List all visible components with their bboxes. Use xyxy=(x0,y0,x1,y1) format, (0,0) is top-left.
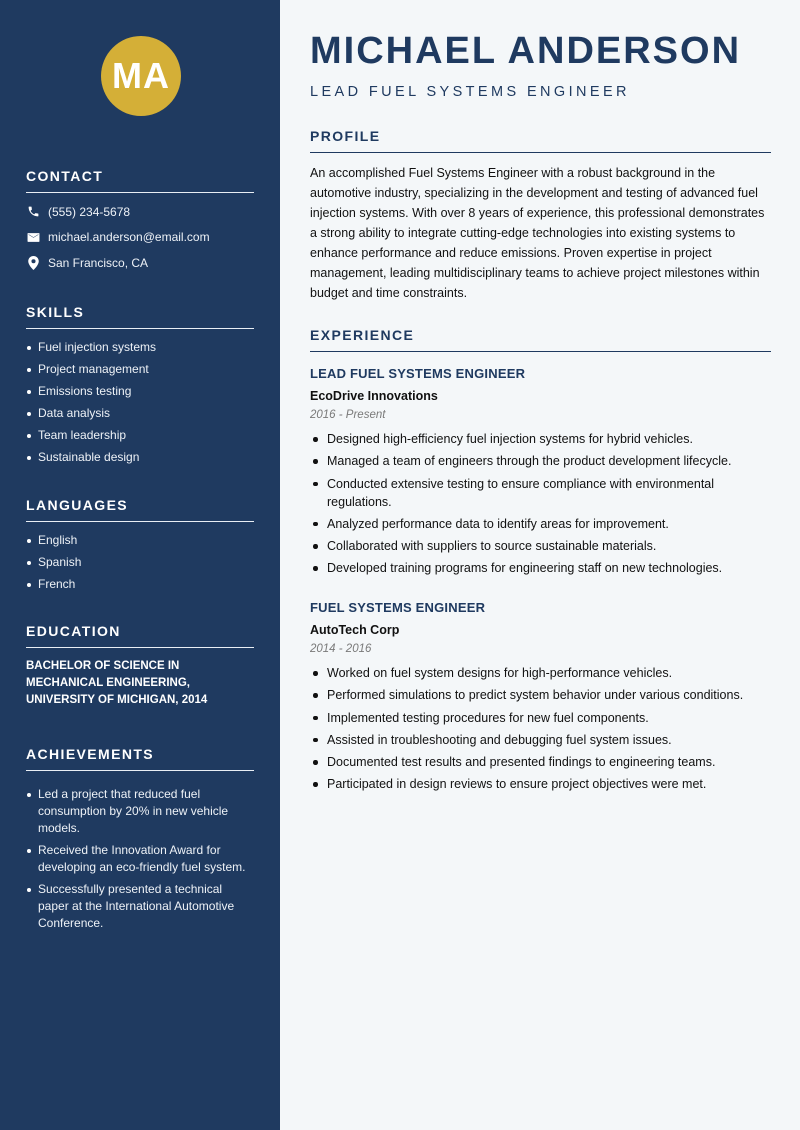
language-item: French xyxy=(26,576,254,593)
skills-heading: SKILLS xyxy=(26,304,254,329)
job-company: EcoDrive Innovations xyxy=(310,389,438,403)
contact-phone xyxy=(26,199,254,225)
phone-icon xyxy=(26,205,40,219)
job-bullet: Performed simulations to predict system behavior under various conditions. xyxy=(310,686,771,704)
skill-item: Project management xyxy=(26,361,254,378)
job-dates: 2016 - Present xyxy=(310,409,386,421)
education-degree: BACHELOR OF SCIENCE IN MECHANICAL ENGINEERING, UNIVERSITY OF MICHIGAN, 2014 xyxy=(26,660,208,706)
contact-location xyxy=(26,250,254,276)
job-bullet: Documented test results and presented findings to engineering teams. xyxy=(310,753,771,771)
profile-heading: PROFILE xyxy=(310,128,771,153)
achievement-item: Successfully presented a technical paper at the International Automotive Conference. xyxy=(26,881,254,932)
sidebar xyxy=(0,0,280,1130)
contact-heading: CONTACT xyxy=(26,168,254,193)
profile-text: An accomplished Fuel Systems Engineer with a robust background in the automotive industry, specializing in the development and testing of advanced fuel injection systems. With over 8 years of experience, this professional demonstrates a strong ability to integrate cutting-edge technologies into existing systems to enhance performance and reduce emissions. Proven expertise in project management, leading multidisciplinary teams to achieve project milestones within budget and time constraints. xyxy=(310,166,765,300)
job-bullet: Implemented testing procedures for new fuel components. xyxy=(310,709,771,727)
profile-section xyxy=(310,128,771,303)
contact-section xyxy=(26,168,254,276)
contact-email xyxy=(26,225,254,251)
job-entry xyxy=(310,600,771,798)
job-bullet: Worked on fuel system designs for high-performance vehicles. xyxy=(310,664,771,682)
job-bullets xyxy=(310,430,771,577)
job-bullet: Assisted in troubleshooting and debugging fuel system issues. xyxy=(310,731,771,749)
languages-section xyxy=(26,497,254,598)
education-heading: EDUCATION xyxy=(26,623,254,648)
skills-list xyxy=(26,339,254,466)
avatar: MA xyxy=(101,36,181,116)
job-title: LEAD FUEL SYSTEMS ENGINEER xyxy=(310,366,526,381)
job-bullet: Managed a team of engineers through the product development lifecycle. xyxy=(310,452,771,470)
education-section xyxy=(26,623,254,709)
job-bullets xyxy=(310,664,771,793)
languages-list xyxy=(26,532,254,593)
job-company: AutoTech Corp xyxy=(310,623,400,637)
language-item: Spanish xyxy=(26,554,254,571)
experience-section xyxy=(310,327,771,352)
skill-item: Team leadership xyxy=(26,427,254,444)
contact-phone-text: (555) 234-5678 xyxy=(48,204,131,219)
job-bullet: Participated in design reviews to ensure project objectives were met. xyxy=(310,775,771,793)
achievements-heading: ACHIEVEMENTS xyxy=(26,746,254,771)
email-icon xyxy=(26,230,40,244)
achievement-item: Led a project that reduced fuel consumption by 20% in new vehicle models. xyxy=(26,786,254,837)
job-bullet: Analyzed performance data to identify areas for improvement. xyxy=(310,515,771,533)
achievements-section xyxy=(26,746,254,937)
language-item: English xyxy=(26,532,254,549)
skill-item: Fuel injection systems xyxy=(26,339,254,356)
skill-item: Sustainable design xyxy=(26,449,254,466)
job-bullet: Designed high-efficiency fuel injection systems for hybrid vehicles. xyxy=(310,430,771,448)
job-entry xyxy=(310,366,771,582)
job-bullet: Developed training programs for engineering staff on new technologies. xyxy=(310,559,771,577)
contact-location-text: San Francisco, CA xyxy=(48,255,149,270)
job-title: FUEL SYSTEMS ENGINEER xyxy=(310,600,486,615)
skills-section xyxy=(26,304,254,471)
candidate-title: LEAD FUEL SYSTEMS ENGINEER xyxy=(310,84,630,100)
location-pin-icon xyxy=(26,256,40,270)
achievement-item: Received the Innovation Award for developing an eco-friendly fuel system. xyxy=(26,842,254,876)
experience-heading: EXPERIENCE xyxy=(310,327,771,352)
skill-item: Data analysis xyxy=(26,405,254,422)
job-bullet: Collaborated with suppliers to source sustainable materials. xyxy=(310,537,771,555)
job-dates: 2014 - 2016 xyxy=(310,643,372,655)
languages-heading: LANGUAGES xyxy=(26,497,254,522)
contact-email-text: michael.anderson@email.com xyxy=(48,230,210,245)
achievements-list xyxy=(26,786,254,932)
job-bullet: Conducted extensive testing to ensure compliance with environmental regulations. xyxy=(310,475,771,511)
candidate-name: MICHAEL ANDERSON xyxy=(310,30,742,72)
skill-item: Emissions testing xyxy=(26,383,254,400)
